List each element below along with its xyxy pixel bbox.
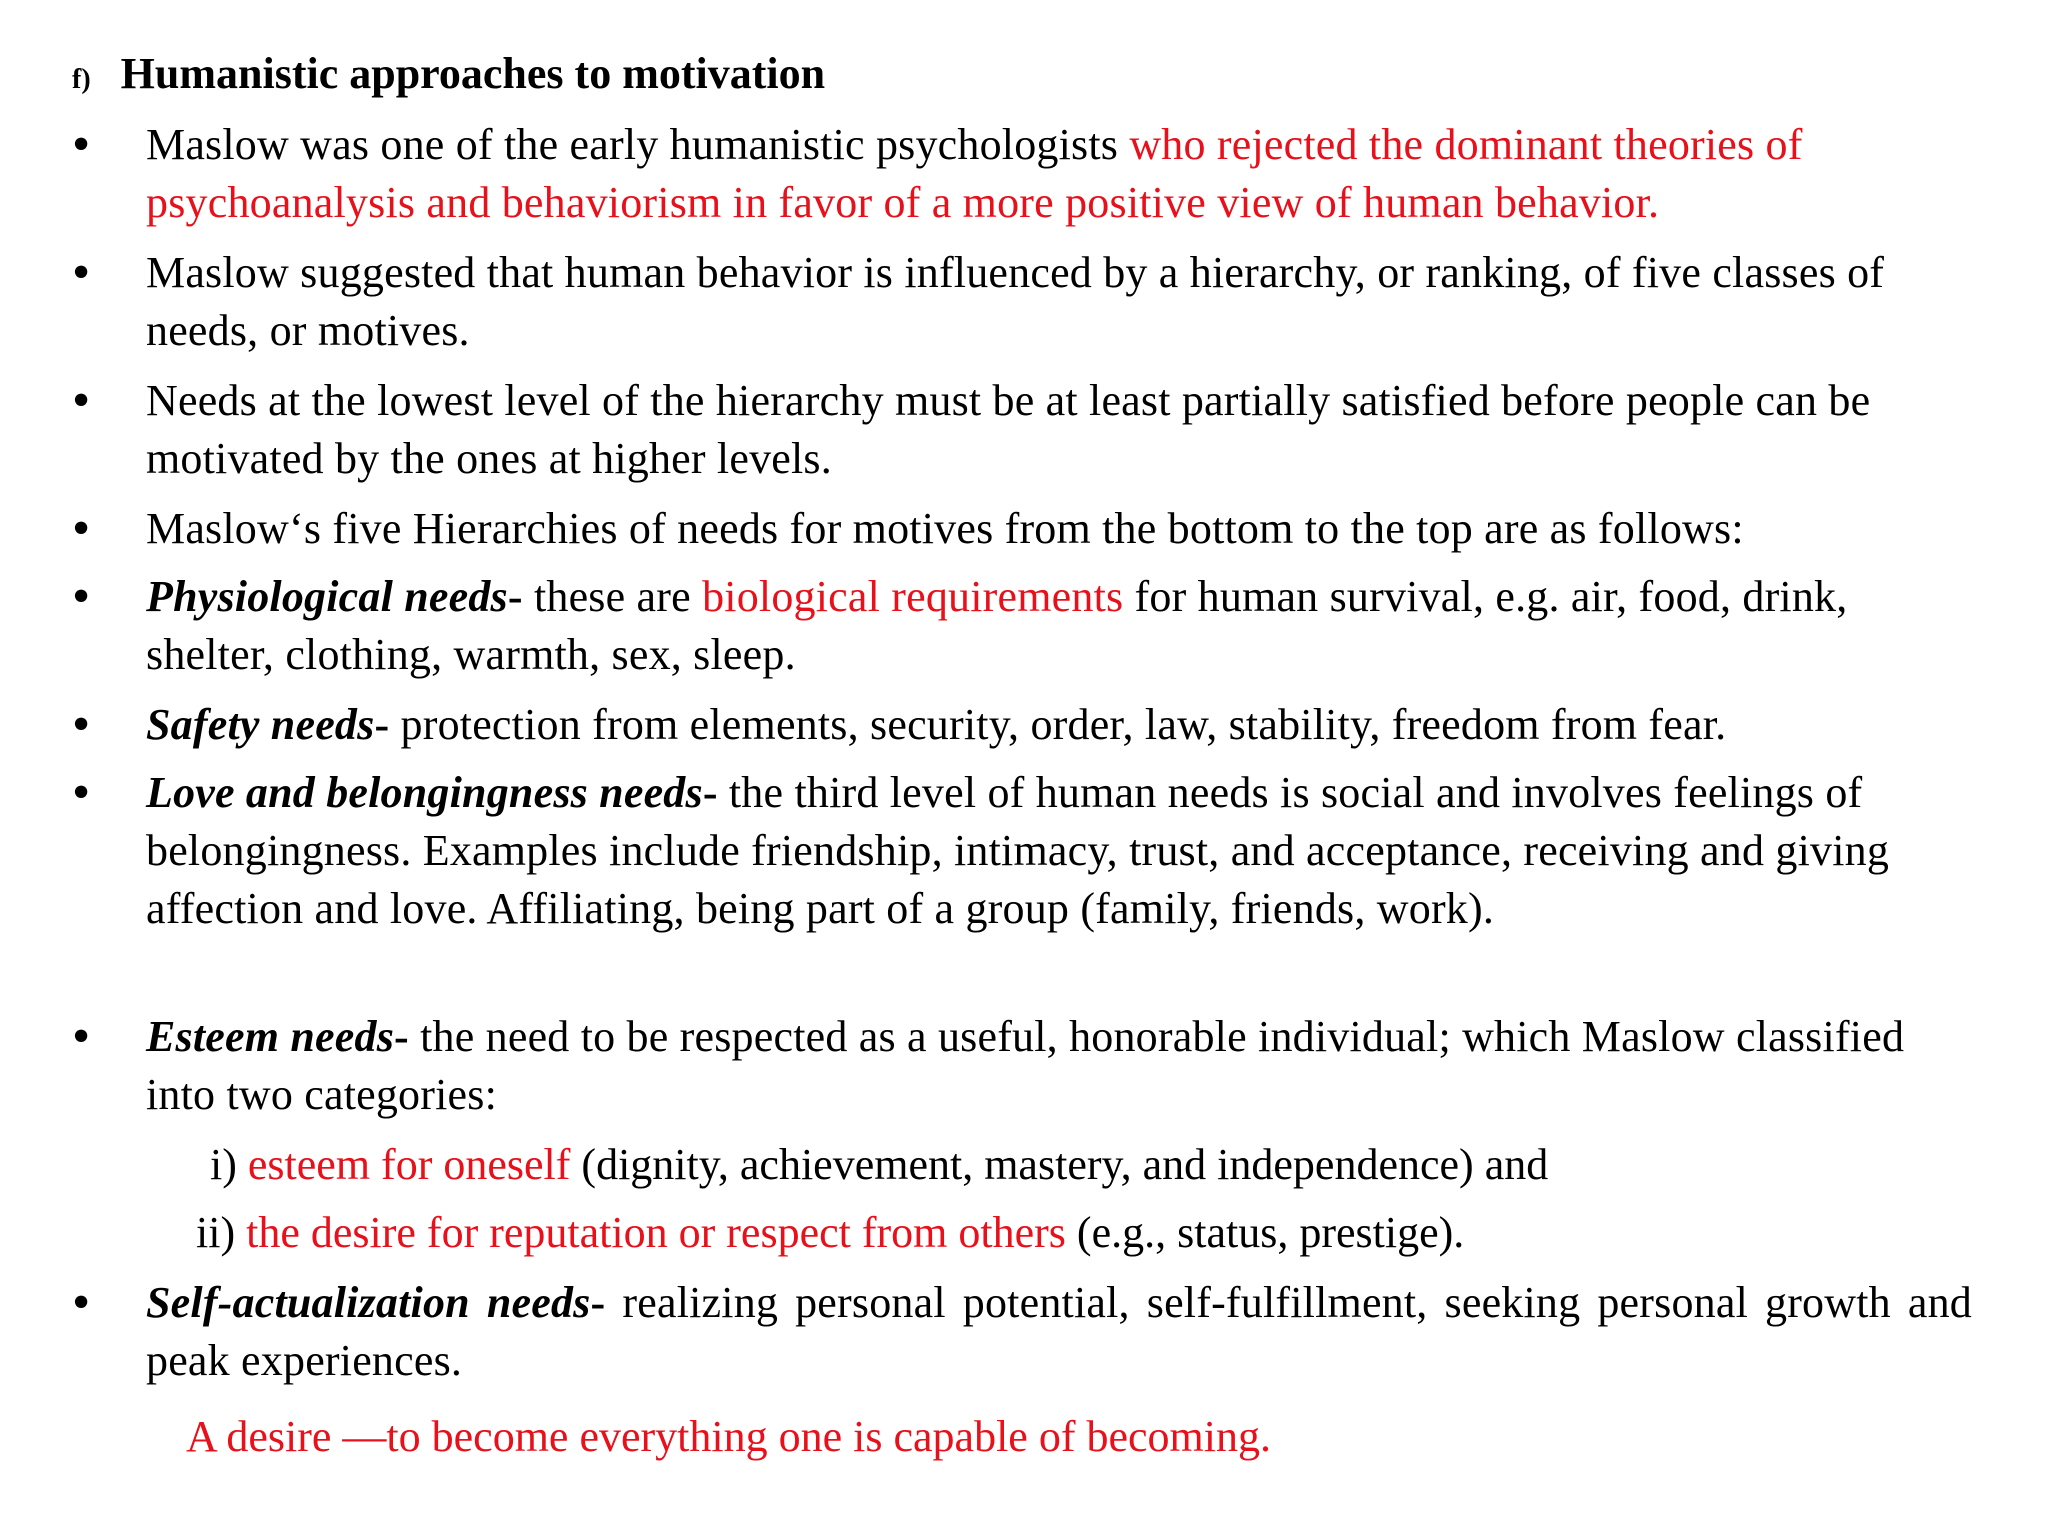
need-term: Safety needs: [146, 700, 375, 749]
subitem-number: i): [210, 1140, 248, 1189]
bullet-text: Maslow‘s five Hierarchies of needs for motives from the bottom to the top are as follows:: [146, 504, 1744, 553]
bullet-plain-text: for human survival, e.g. air, food, drink, shelter, clothing, warmth, sex, sleep.: [146, 572, 1848, 679]
section-heading: [72, 48, 825, 99]
bullet-icon: •: [72, 696, 91, 753]
esteem-subitem-oneself: [210, 1136, 1548, 1194]
bullet-icon: •: [72, 500, 91, 557]
bullet-icon: •: [72, 1274, 91, 1331]
subitem-highlight-text: esteem for oneself: [247, 1140, 571, 1189]
bullet-plain-text: Maslow was one of the early humanistic psychologists: [146, 120, 1130, 169]
need-term: Love and belongingness needs: [146, 768, 703, 817]
bullet-item-physiological: [72, 568, 1972, 684]
bullet-text: [146, 696, 1972, 754]
bullet-plain-text: the third level of human needs is social and involves feelings of belongingness. Examples include friendship, intimacy, trust, and acceptance, receiving and giving affection and love. Affiliating, being part of a group (family, friends, work).: [146, 768, 1890, 933]
need-term: Physiological needs: [146, 572, 508, 621]
bullet-item-love-belonging: [72, 764, 1972, 938]
subitem-text: (dignity, achievement, mastery, and independence) and: [570, 1140, 1549, 1189]
bullet-plain-text: protection from elements, security, order, law, stability, freedom from fear.: [389, 700, 1727, 749]
bullet-icon: •: [72, 764, 91, 821]
esteem-subitem-others: [196, 1204, 1464, 1262]
bullet-highlight-text: who rejected the dominant theories of psychoanalysis and behaviorism in favor of a more positive view of human behavior.: [146, 120, 1803, 227]
bullet-plain-text: realizing personal potential, self-fulfillment, seeking personal growth and peak experiences.: [146, 1278, 1973, 1385]
bullet-text: [146, 1008, 1972, 1124]
bullet-icon: •: [72, 568, 91, 625]
bullet-item-maslow-intro: [72, 116, 1972, 232]
term-dash: -: [590, 1278, 606, 1327]
bullet-text: [146, 568, 1972, 684]
section-marker: f): [72, 64, 91, 95]
bullet-text: Maslow suggested that human behavior is influenced by a hierarchy, or ranking, of five classes of needs, or motives.: [146, 248, 1885, 355]
term-dash: -: [702, 768, 718, 817]
bullet-item-lowest-level: [72, 372, 1972, 488]
bullet-icon: •: [72, 244, 91, 301]
bullet-plain-text: these are: [522, 572, 703, 621]
closing-quote: A desire —to become everything one is capable of becoming.: [186, 1412, 1271, 1461]
subitem-number: ii): [196, 1208, 247, 1257]
bullet-text: [146, 764, 1972, 938]
subitem-highlight-text: the desire for reputation or respect from others: [246, 1208, 1066, 1257]
bullet-text: Needs at the lowest level of the hierarchy must be at least partially satisfied before people can be motivated by the ones at higher levels.: [146, 376, 1871, 483]
need-term: Esteem needs: [146, 1012, 395, 1061]
bullet-text: [146, 1274, 1972, 1390]
bullet-text: [146, 116, 1972, 232]
term-dash: -: [374, 700, 390, 749]
section-title: Humanistic approaches to motivation: [120, 49, 826, 98]
bullet-icon: •: [72, 1008, 91, 1065]
term-dash: -: [507, 572, 523, 621]
term-dash: -: [394, 1012, 409, 1061]
bullet-icon: •: [72, 116, 91, 173]
bullet-item-esteem: [72, 1008, 1972, 1124]
need-term: Self-actualization needs: [146, 1278, 591, 1327]
bullet-plain-text: the need to be respected as a useful, honorable individual; which Maslow classified into two categories:: [146, 1012, 1905, 1119]
bullet-icon: •: [72, 372, 91, 429]
bullet-highlight-text: biological requirements: [702, 572, 1124, 621]
bullet-item-five-hierarchies: [72, 500, 1972, 558]
subitem-text: (e.g., status, prestige).: [1065, 1208, 1465, 1257]
bullet-item-safety: [72, 696, 1972, 754]
bullet-item-self-actualization: [72, 1274, 1972, 1390]
bullet-item-hierarchy: [72, 244, 1972, 360]
